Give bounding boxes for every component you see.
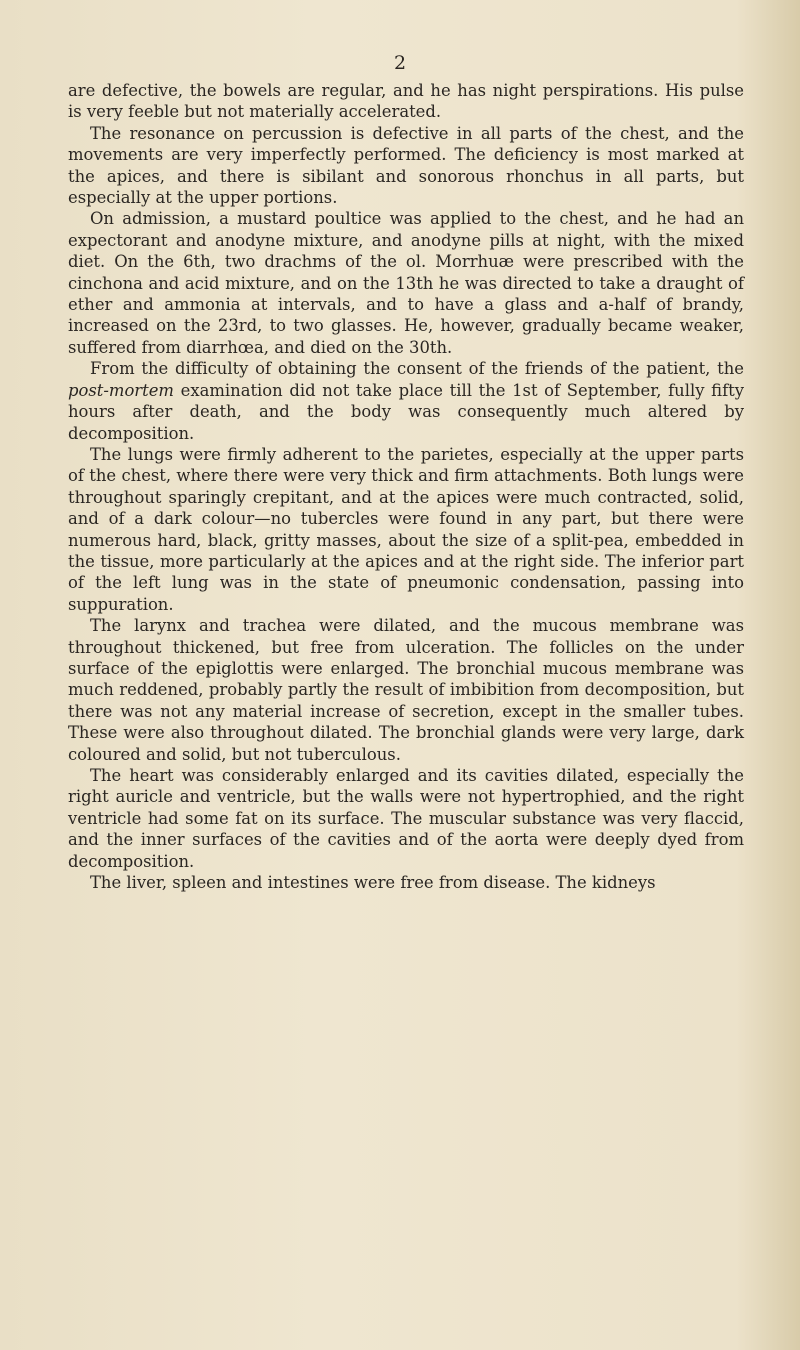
body-text — [68, 80, 744, 893]
paragraph-5 — [68, 444, 744, 615]
paragraph-text: are defective, the bowels are regular, and he has night perspirations. His pulse is very feeble but not materially accelerated. — [68, 81, 744, 122]
paragraph-8 — [68, 872, 744, 893]
paragraph-text: The heart was considerably enlarged and its cavities dilated, especially the right auricle and ventricle, but the walls were not hypertrophied, and the right ventricle had some fat on its surface. The muscular substance was very flaccid, and the inner surfaces of the cavities and of the aorta were deeply dyed from decomposition. — [68, 766, 744, 871]
paragraph-text: The liver, spleen and intestines were free from disease. The kidneys — [90, 873, 656, 893]
paragraph-text: From the difficulty of obtaining the consent of the friends of the patient, the — [90, 359, 744, 379]
paragraph-4 — [68, 358, 744, 444]
paragraph-text: The lungs were firmly adherent to the parietes, especially at the upper parts of the chest, where there were very thick and firm attachments. Both lungs were throughout sparingly crepitant, and at the apices were much contracted, solid, and of a dark colour—no tubercles were found in any part, but there were numerous hard, black, gritty masses, about the size of a split-pea, embedded in the tissue, more particularly at the apices and at the right side. The inferior part of the left lung was in the state of pneumonic condensation, passing into suppuration. — [68, 444, 744, 614]
paragraph-2 — [68, 123, 744, 209]
paragraph-1 — [68, 80, 744, 123]
paragraph-7 — [68, 765, 744, 872]
paragraph-text: On admission, a mustard poultice was applied to the chest, and he had an expectorant and anodyne mixture, and anodyne pills at night, with the mixed diet. On the 6th, two drachms of the ol. Morrhuæ were prescribed with the cinchona and acid mixture, and on the 13th he was directed to take a draught of ether and ammonia at intervals, and to have a glass and a-half of brandy, increased on the 23rd, to two glasses. He, however, gradually became weaker, suffered from diarrhœa, and died on the 30th. — [68, 209, 744, 357]
paragraph-text: The resonance on percussion is defective in all parts of the chest, and the movements are very imperfectly performed. The deficiency is most marked at the apices, and there is sibilant and sonorous rhonchus in all parts, but especially at the upper portions. — [68, 123, 744, 208]
italic-term: post-mortem — [68, 380, 174, 400]
paragraph-text: The larynx and trachea were dilated, and the mucous membrane was throughout thickened, but free from ulceration. The follicles on the under surface of the epiglottis were enlarged. The bronchial mucous membrane was much reddened, probably partly the result of imbibition from decomposition, but there was not any material increase of secretion, except in the smaller tubes. These were also throughout dilated. The bronchial glands were very large, dark coloured and solid, but not tuberculous. — [68, 616, 744, 764]
paragraph-text: examination did not take place till the 1st of September, fully fifty hours after death, and the body was consequently much altered by decomposition. — [68, 380, 744, 443]
paragraph-6 — [68, 615, 744, 765]
page-number: 2 — [393, 52, 407, 74]
paragraph-3 — [68, 208, 744, 358]
